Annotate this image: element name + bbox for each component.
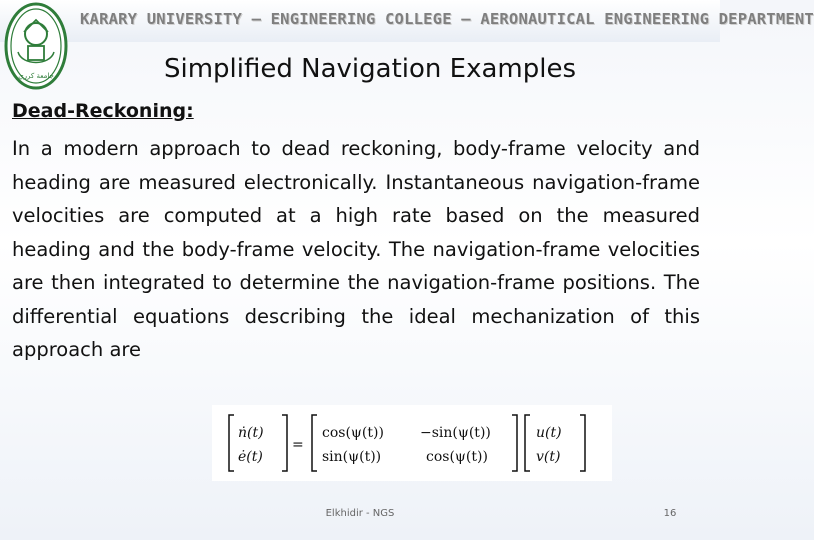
rhs-v: v(t) <box>536 449 561 465</box>
rhs-u: u(t) <box>536 425 562 441</box>
logo-text: جامعة كرري <box>18 72 54 80</box>
lhs-north-rate: ṅ(t) <box>238 425 264 441</box>
lhs-east-rate: ė(t) <box>238 449 263 465</box>
footer-author: Elkhidir - NGS <box>325 508 395 519</box>
slide-title: Simplified Navigation Examples <box>164 54 576 84</box>
header-banner <box>0 0 814 42</box>
matrix-cell-12: −sin(ψ(t)) <box>420 425 491 441</box>
matrix-cell-21: sin(ψ(t)) <box>322 449 382 465</box>
page-number: 16 <box>663 508 677 519</box>
banner-text: KARARY UNIVERSITY – ENGINEERING COLLEGE – AERONAUTICAL ENGINEERING DEPARTMENT <box>80 10 814 28</box>
matrix-cell-11: cos(ψ(t)) <box>322 425 384 441</box>
equation-image <box>212 405 612 481</box>
body-paragraph: In a modern approach to dead reckoning, body-frame velocity and heading are measured electronically. Instantaneous navigation-frame velocities are computed at a high rate based on the measured heading and the body-frame velocity. The navigation-frame velocities are then integrated to determine the navigation-frame positions. The differential equations describing the ideal mechanization of this approach are <box>12 137 700 361</box>
equals-sign: = <box>292 437 304 453</box>
university-logo <box>4 2 68 90</box>
matrix-cell-22: cos(ψ(t)) <box>426 449 488 465</box>
section-heading: Dead-Reckoning: <box>12 100 194 122</box>
